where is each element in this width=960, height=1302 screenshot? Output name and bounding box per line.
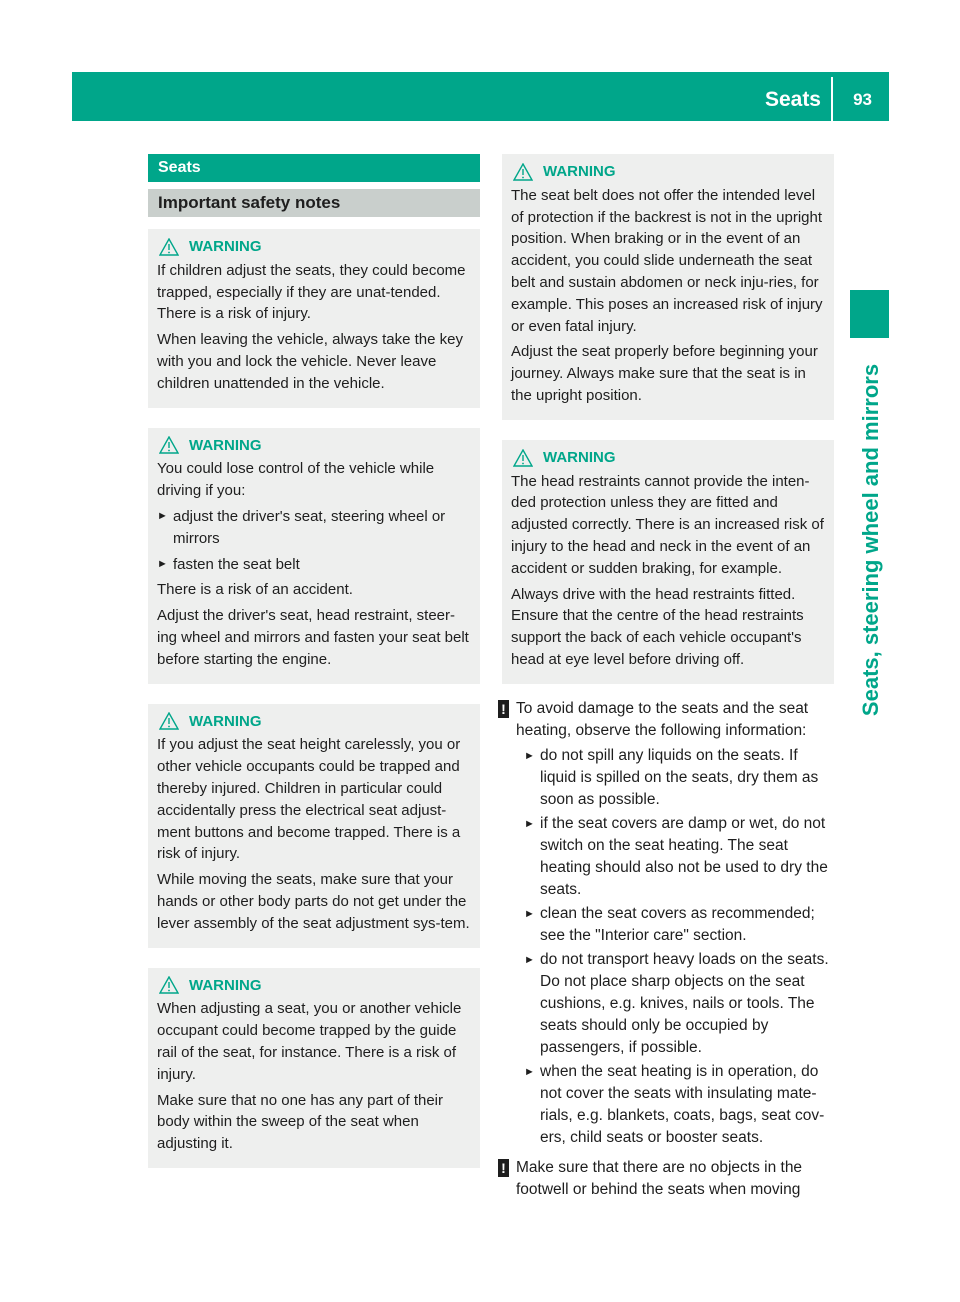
warning-text: Always drive with the head restraints fitted. Ensure that the centre of the head restraints support the back of each vehicle occupant's head at eye level before driving off. <box>511 585 804 668</box>
bullet-r-icon: ► <box>524 817 535 830</box>
warning-triangle-icon <box>159 976 179 994</box>
right-column <box>502 154 834 1204</box>
warning-box <box>502 440 834 684</box>
warning-text: If you adjust the seat height carelessly, you or other vehicle occupants could be trapped and thereby injured. Children in particular could accidentally press the electrical seat adjust-ment buttons and become trapped. There is a risk of injury. <box>157 736 461 863</box>
left-column <box>148 154 480 1168</box>
bullet-r-icon: ► <box>157 557 168 570</box>
warning-triangle-icon <box>513 163 533 181</box>
bullet-r-icon: ► <box>524 749 535 762</box>
header-title: Seats <box>764 88 821 111</box>
list-item: ► do not transport heavy loads on the seats. Do not place sharp objects on the seat cushions, e.g. knives, nails or tools. The seats should only be occupied by passengers, if possible. <box>524 950 829 1056</box>
warning-box <box>502 154 834 420</box>
warning-text: Adjust the driver's seat, head restraint, steer-ing wheel and mirrors and fasten your seat belt before starting the engine. <box>157 607 469 668</box>
warning-text: Adjust the seat properly before beginning your journey. Always make sure that the seat is in the upright position. <box>511 343 818 404</box>
warning-triangle-icon <box>159 712 179 730</box>
warning-heading: WARNING <box>157 711 472 733</box>
page-header-bar <box>72 72 889 121</box>
warning-heading: WARNING <box>157 975 472 997</box>
warning-text: When leaving the vehicle, always take the key with you and lock the vehicle. Never leave children unattended in the vehicle. <box>157 331 463 392</box>
warning-heading: WARNING <box>511 161 826 183</box>
warning-triangle-icon <box>513 449 533 467</box>
list-item: ► fasten the seat belt <box>157 554 472 576</box>
warning-text: Make sure that no one has any part of their body within the sweep of the seat when adjusting it. <box>157 1091 444 1153</box>
note-text: To avoid damage to the seats and the seat heating, observe the following information: <box>516 699 809 739</box>
list-item: ► clean the seat covers as recommended; see the "Interior care" section. <box>524 904 815 944</box>
warning-text: You could lose control of the vehicle while driving if you: <box>157 460 435 500</box>
warning-text: When adjusting a seat, you or another vehicle occupant could become trapped by the guide rail of the seat, for instance. There is a risk of injury. <box>157 1000 462 1083</box>
warning-triangle-icon <box>159 436 179 454</box>
bullet-r-icon: ► <box>524 953 535 966</box>
note <box>498 1157 834 1201</box>
list-item: ► when the seat heating is in operation, do not cover the seats with insulating mate-rials, e.g. blankets, coats, bags, seat cov-ers, child seats or booster seats. <box>524 1062 825 1146</box>
subsection-title: Important safety notes <box>148 189 480 217</box>
warning-box <box>148 229 480 408</box>
warning-box <box>148 968 480 1168</box>
warning-text: If children adjust the seats, they could become trapped, especially if they are unat-tended. There is a risk of injury. <box>157 261 466 323</box>
warning-heading: WARNING <box>157 435 472 457</box>
note-text: Make sure that there are no objects in the footwell or behind the seats when moving <box>516 1158 803 1198</box>
bullet-r-icon: ► <box>157 509 168 522</box>
list-item: ► adjust the driver's seat, steering wheel or mirrors <box>157 507 446 547</box>
exclamation-icon: ! <box>498 1159 509 1177</box>
page-number: 93 <box>853 90 872 109</box>
chapter-tab <box>850 290 889 338</box>
list-item: ► do not spill any liquids on the seats. If liquid is spilled on the seats, dry them as soon as possible. <box>524 746 819 808</box>
chapter-title: Seats, steering wheel and mirrors <box>858 363 883 717</box>
bullet-r-icon: ► <box>524 1065 535 1078</box>
warning-text: While moving the seats, make sure that your hands or other body parts do not get under the lever assembly of the seat adjustment sys-tem. <box>157 871 470 932</box>
warning-triangle-icon <box>159 238 179 256</box>
warning-text: There is a risk of an accident. <box>157 581 353 599</box>
warning-text: The seat belt does not offer the intended level of protection if the backrest is not in the upright position. When braking or in the event of an accident, you could slide underneath the seat belt and sustain abdomen or neck inju-ries, for example. This poses an increased risk of injury or even fatal injury. <box>511 186 823 335</box>
warning-box <box>148 428 480 684</box>
warning-box <box>148 704 480 948</box>
warning-heading: WARNING <box>511 447 826 469</box>
note <box>498 698 834 1149</box>
header-divider <box>831 77 833 121</box>
warning-heading: WARNING <box>157 236 472 258</box>
section-title: Seats <box>148 154 480 182</box>
exclamation-icon: ! <box>498 700 509 718</box>
list-item: ► if the seat covers are damp or wet, do not switch on the seat heating. The seat heating should also not be used to dry the seats. <box>524 814 828 898</box>
bullet-r-icon: ► <box>524 907 535 920</box>
warning-text: The head restraints cannot provide the inten-ded protection unless they are fitted and adjusted correctly. There is an increased risk of injury to the head and neck in the event of an accident or sudden braking, for example. <box>511 472 824 577</box>
